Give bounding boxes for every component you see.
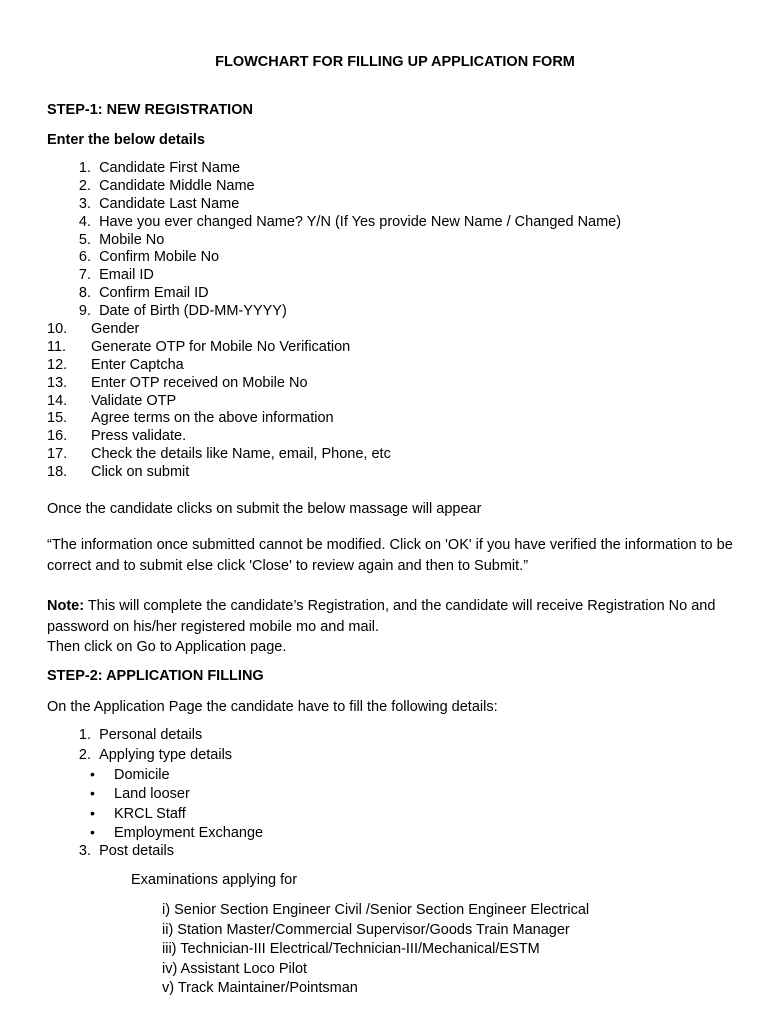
list-item-number: 4.: [78, 213, 91, 230]
list-item-text: Generate OTP for Mobile No Verification: [91, 338, 351, 355]
list-item-number: 3.: [78, 195, 91, 212]
list-item-text: Press validate.: [91, 428, 187, 445]
bullet-icon: •: [90, 766, 95, 782]
list-item-text: Click on submit: [91, 464, 190, 481]
exam-item: i) Senior Section Engineer Civil /Senior Section Engineer Electrical: [162, 902, 590, 918]
bullet-item: [90, 823, 263, 842]
bullet-item: [90, 765, 263, 784]
list-item-text: Enter OTP received on Mobile No: [91, 374, 308, 391]
list-item: [47, 393, 621, 411]
bullet-item: [90, 784, 263, 803]
list-item-text: Date of Birth (DD-MM-YYYY): [99, 303, 287, 320]
list-item: [47, 321, 621, 339]
list-item-number: 1.: [78, 160, 91, 176]
list-item-text: Agree terms on the above information: [91, 410, 334, 427]
list-item: [47, 178, 621, 196]
list-item-number: 7.: [78, 267, 91, 284]
list-item-text: Confirm Email ID: [99, 285, 209, 302]
list-item: [47, 267, 621, 285]
list-item: 3. Post details: [78, 843, 175, 859]
list-item-number: 11.: [47, 338, 67, 355]
list-item-number: 13.: [47, 374, 68, 391]
list-item: [47, 357, 621, 375]
list-item: [47, 464, 621, 482]
step2-list-top: [47, 726, 232, 765]
list-item-text: Confirm Mobile No: [99, 249, 220, 266]
note-text: This will complete the candidate’s Registration, and the candidate will receive Registration No and password on his/her registered mobile mo and mail.: [47, 598, 716, 635]
after-submit-text: Once the candidate clicks on submit the below massage will appear: [47, 501, 482, 517]
list-item-text: Check the details like Name, email, Phone, etc: [91, 446, 391, 463]
list-item-number: 12.: [47, 356, 68, 373]
exams-heading: Examinations applying for: [131, 872, 298, 888]
bullet-icon: •: [90, 785, 95, 802]
bullet-text: Employment Exchange: [114, 824, 264, 841]
exam-list: [162, 901, 589, 999]
step1-heading: STEP-1: NEW REGISTRATION: [47, 102, 253, 118]
list-item: [47, 249, 621, 267]
bullet-item: [90, 804, 263, 823]
list-item-number: 18.: [47, 464, 68, 481]
bullet-icon: •: [90, 823, 95, 840]
list-item: 1. Personal details: [78, 727, 203, 743]
registration-note: [47, 596, 757, 658]
list-item-number: 17.: [47, 446, 68, 463]
list-item-text: Candidate First Name: [99, 160, 241, 176]
list-item: [47, 303, 621, 321]
exam-item: v) Track Maintainer/Pointsman: [162, 980, 358, 996]
list-item: 2. Applying type details: [78, 746, 233, 763]
list-item: [47, 214, 621, 232]
list-item: [47, 232, 621, 250]
list-item: [47, 339, 621, 357]
note-label: Note:: [47, 598, 85, 614]
list-item: [47, 160, 621, 178]
list-item-text: Email ID: [99, 267, 154, 284]
step2-heading: STEP-2: APPLICATION FILLING: [47, 668, 264, 684]
list-item-number: 5.: [78, 231, 91, 248]
list-item: [47, 446, 621, 464]
list-item: [47, 196, 621, 214]
list-item-number: 16.: [47, 428, 68, 445]
list-item: [47, 285, 621, 303]
list-item-text: Gender: [91, 321, 140, 338]
bullet-text: Land looser: [114, 786, 190, 803]
submit-message-quote: “The information once submitted cannot be modified. Click on 'OK' if you have verified the information to be correct and to submit else click 'Close' to review again and then to Submit.”: [47, 537, 733, 574]
list-item-text: Candidate Last Name: [99, 195, 240, 212]
list-item-number: 10.: [47, 321, 68, 338]
exam-item: iii) Technician-III Electrical/Technician-III/Mechanical/ESTM: [162, 941, 540, 957]
list-item-number: 15.: [47, 410, 68, 427]
list-item-text: Mobile No: [99, 231, 165, 248]
document-title: FLOWCHART FOR FILLING UP APPLICATION FORM: [215, 54, 575, 70]
list-item-number: 9.: [78, 303, 91, 320]
list-item: [47, 410, 621, 428]
list-item: [47, 375, 621, 393]
bullet-text: Domicile: [114, 767, 170, 783]
list-item-text: Candidate Middle Name: [99, 177, 255, 194]
list-item: [47, 428, 621, 446]
step1-list: [47, 160, 621, 482]
list-item-number: 8.: [78, 285, 91, 302]
bullet-text: KRCL Staff: [114, 805, 186, 822]
step2-list-bottom: [47, 842, 174, 862]
applying-type-bullets: [90, 765, 263, 842]
list-item-text: Have you ever changed Name? Y/N (If Yes provide New Name / Changed Name): [99, 213, 622, 230]
list-item-text: Validate OTP: [91, 392, 177, 409]
note-then-text: Then click on Go to Application page.: [47, 639, 287, 655]
exam-item: ii) Station Master/Commercial Supervisor/Goods Train Manager: [162, 921, 570, 938]
exam-item: iv) Assistant Loco Pilot: [162, 960, 308, 977]
step2-intro: On the Application Page the candidate have to fill the following details:: [47, 699, 498, 715]
list-item-number: 14.: [47, 392, 68, 409]
step1-subheading: Enter the below details: [47, 132, 205, 148]
list-item-text: Enter Captcha: [91, 356, 184, 373]
list-item-number: 2.: [78, 177, 91, 194]
bullet-icon: •: [90, 804, 95, 821]
list-item-number: 6.: [78, 249, 91, 266]
